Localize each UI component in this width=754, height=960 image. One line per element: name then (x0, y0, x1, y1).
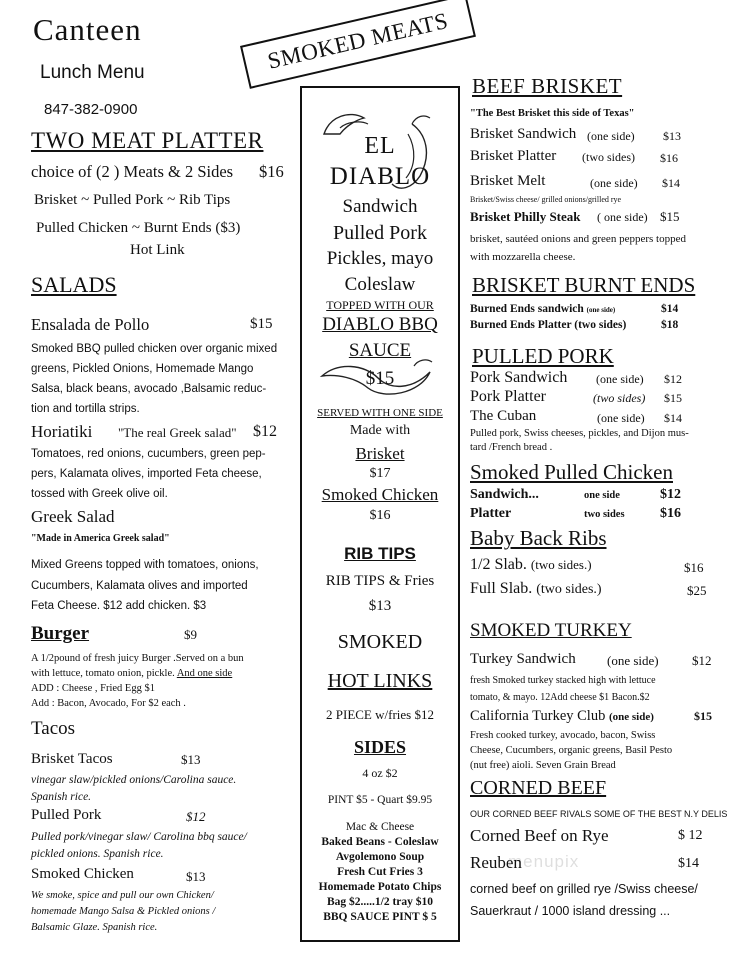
cuban-side: (one side) (597, 411, 645, 425)
pulled-pork-title: PULLED PORK (472, 344, 614, 368)
horiatiki-tagline: "The real Greek salad" (118, 425, 237, 440)
sides-list: Mac & Cheese Baked Beans - Coleslaw Avgolemono Soup Fresh Cut Fries 3 Homemade Potato Chips Bag $2.....1/2 tray $10 BBQ SAUCE PINT $ 5 (318, 821, 442, 923)
diablo-brisket-price: $17 (369, 466, 391, 481)
two-meat-platter-title: TWO MEAT PLATTER (31, 128, 264, 153)
smoked-pulled-chicken-title: Smoked Pulled Chicken (470, 460, 673, 484)
burnt-ends-sandwich-name: Burned Ends sandwich (one side) (470, 303, 616, 315)
corned-beef-rye-name: Corned Beef on Rye (470, 826, 609, 845)
greek-salad-description: Mixed Greens topped with tomatoes, onions, Cucumbers, Kalamata olives and imported Feta Cheese. $12 add chicken. $3 (31, 559, 259, 612)
rib-tips-line: RIB TIPS & Fries (325, 573, 435, 589)
brisket-tacos-price: $13 (181, 752, 201, 767)
horiatiki-price: $12 (253, 423, 277, 440)
menu-subtitle: Lunch Menu (40, 62, 145, 83)
chicken-platter-price: $16 (660, 506, 681, 521)
two-meat-options-2: Pulled Chicken ~ Burnt Ends ($3) (36, 220, 241, 236)
diablo-sandwich: Sandwich (342, 196, 418, 217)
turkey-sandwich-name: Turkey Sandwich (470, 651, 576, 667)
burnt-ends-platter-name: Burned Ends Platter (two sides) (470, 319, 627, 331)
corned-beef-tagline: OUR CORNED BEEF RIVALS SOME OF THE BEST N.Y DELIS (470, 809, 728, 819)
sides-size: 4 oz $2 (362, 766, 398, 780)
brisket-sandwich-side: (one side) (587, 129, 635, 143)
full-slab-name: Full Slab. (two sides.) (470, 580, 602, 597)
half-slab-price: $16 (684, 560, 704, 575)
greek-salad-tagline: "Made in America Greek salad" (31, 533, 170, 544)
pork-platter-name: Pork Platter (470, 388, 546, 405)
two-meat-options-3: Hot Link (130, 242, 185, 258)
burger-description: A 1/2pound of fresh juicy Burger .Served on a bun with lettuce, tomato onion, pickle. And one side ADD : Cheese , Fried Egg $1 Add : Bacon, Avocado, For $2 each . (31, 653, 244, 709)
ensalada-description: Smoked BBQ pulled chicken over organic mixed greens, Pickled Onions, Homemade Mango Salsa, black beans, avocado ,Balsamic reduc- tion and tortilla strips. (31, 343, 278, 415)
diablo-sauce: SAUCE (348, 340, 412, 361)
brisket-philly-name: Brisket Philly Steak (470, 209, 581, 224)
brisket-sandwich-name: Brisket Sandwich (470, 126, 577, 142)
two-meat-description: choice of (2 ) Meats & 2 Sides (31, 162, 234, 181)
reuben-name: Reuben (470, 853, 522, 872)
pork-platter-side: (two sides) (593, 391, 646, 405)
diablo-title: DIABLO (329, 163, 431, 190)
turkey-club-price: $15 (694, 709, 712, 723)
brisket-tacos-name: Brisket Tacos (31, 751, 113, 767)
cuban-name: The Cuban (470, 408, 537, 424)
salads-title: SALADS (31, 272, 117, 297)
beef-brisket-tagline: "The Best Brisket this side of Texas" (470, 108, 635, 119)
full-slab-price: $25 (687, 583, 707, 598)
smoked-chicken-tacos-name: Smoked Chicken (31, 866, 134, 882)
chicken-platter-side: two sides (584, 509, 625, 520)
rib-tips-title: RIB TIPS (344, 544, 416, 563)
turkey-club-description: Fresh cooked turkey, avocado, bacon, Swiss Cheese, Cucumbers, organic greens, Basil Pesto (nut free) aioli. Seven Grain Bread (470, 730, 673, 771)
diablo-made-with: Made with (349, 423, 411, 438)
diablo-bbq: DIABLO BBQ (322, 314, 438, 335)
diablo-pulled-pork: Pulled Pork (333, 222, 427, 244)
horiatiki-name: Horiatiki (31, 422, 93, 441)
cuban-price: $14 (664, 411, 682, 425)
diablo-served: SERVED WITH ONE SIDE (317, 407, 443, 419)
brisket-melt-description: Brisket/Swiss cheese/ grilled onions/grilled rye (470, 195, 622, 204)
pulled-pork-tacos-price: $12 (186, 809, 206, 824)
smoked-chicken-tacos-description: We smoke, spice and pull our own Chicken/ homemade Mango Salsa & Pickled onions / Balsamic Glaze. Spanish rice. (31, 890, 216, 933)
beef-brisket-title: BEEF BRISKET (472, 74, 623, 98)
smoked-turkey-title: SMOKED TURKEY (470, 620, 632, 641)
two-meat-price: $16 (259, 162, 284, 181)
burger-name: Burger (31, 623, 90, 644)
brisket-platter-name: Brisket Platter (470, 148, 557, 164)
tacos-title: Tacos (31, 718, 76, 739)
chicken-sandwich-side: one side (584, 490, 620, 501)
horiatiki-description: Tomatoes, red onions, cucumbers, green pep- pers, Kalamata olives, imported Feta cheese, tossed with Greek olive oil. (31, 448, 266, 500)
diablo-smoked-chicken: Smoked Chicken (321, 485, 439, 504)
brisket-philly-description: brisket, sautéed onions and green peppers topped with mozzarella cheese. (470, 233, 686, 263)
rib-tips-price: $13 (368, 598, 392, 614)
pulled-pork-tacos-description: Pulled pork/vinegar slaw/ Carolina bbq sauce/ pickled onions. Spanish rice. (31, 831, 247, 860)
ensalada-name: Ensalada de Pollo (31, 315, 150, 334)
brisket-platter-price: $16 (660, 151, 678, 165)
pork-sandwich-name: Pork Sandwich (470, 369, 568, 386)
restaurant-name: Canteen (33, 12, 142, 47)
chicken-sandwich-price: $12 (660, 487, 681, 502)
diablo-brisket: Brisket (355, 444, 405, 463)
brisket-melt-side: (one side) (590, 176, 638, 190)
half-slab-name: 1/2 Slab. (two sides.) (470, 556, 592, 573)
turkey-sandwich-side: (one side) (607, 653, 659, 668)
brisket-platter-side: (two sides) (582, 150, 635, 164)
pulled-pork-tacos-name: Pulled Pork (31, 807, 102, 823)
smoked-meats-banner: SMOKED MEATS (240, 0, 476, 89)
chicken-platter-name: Platter (470, 506, 512, 521)
two-meat-options-1: Brisket ~ Pulled Pork ~ Rib Tips (34, 192, 231, 208)
sides-pint: PINT $5 - Quart $9.95 (327, 794, 433, 806)
phone-number[interactable]: 847-382-0900 (44, 101, 138, 118)
turkey-sandwich-price: $12 (692, 653, 712, 668)
reuben-price: $14 (678, 856, 699, 871)
smoked-chicken-tacos-price: $13 (186, 869, 206, 884)
brisket-sandwich-price: $13 (663, 129, 681, 143)
diablo-coleslaw: Coleslaw (344, 274, 416, 295)
burnt-ends-platter-price: $18 (661, 319, 679, 331)
pork-sandwich-side: (one side) (596, 372, 644, 386)
sides-title: SIDES (353, 737, 407, 757)
brisket-melt-price: $14 (662, 176, 680, 190)
reuben-description: corned beef on grilled rye /Swiss cheese/ Sauerkraut / 1000 island dressing ... (470, 882, 698, 918)
corned-beef-rye-price: $ 12 (678, 828, 703, 843)
brisket-philly-side: ( one side) (597, 210, 648, 224)
diablo-pickles: Pickles, mayo (326, 248, 434, 269)
diablo-chicken-price: $16 (369, 508, 391, 523)
brisket-tacos-description: vinegar slaw/pickled onions/Carolina sauce. Spanish rice. (31, 774, 237, 803)
baby-back-ribs-title: Baby Back Ribs (470, 526, 607, 550)
pork-platter-price: $15 (664, 391, 682, 405)
diablo-topped: TOPPED WITH OUR (326, 298, 434, 312)
brisket-philly-price: $15 (660, 209, 680, 224)
ensalada-price: $15 (250, 316, 273, 332)
burnt-ends-sandwich-price: $14 (661, 303, 679, 315)
turkey-sandwich-description: fresh Smoked turkey stacked high with lettuce tomato, & mayo. 12Add cheese $1 Bacon.$2 (470, 675, 656, 703)
diablo-el: EL (364, 133, 396, 159)
hot-links-title-1: SMOKED (337, 631, 423, 653)
burger-price: $9 (184, 627, 197, 642)
hot-links-line: 2 PIECE w/fries $12 (326, 707, 434, 722)
turkey-club-name: California Turkey Club (one side) (470, 708, 654, 724)
chicken-sandwich-name: Sandwich... (470, 487, 539, 502)
cuban-description: Pulled pork, Swiss cheeses, pickles, and Dijon mus- tard /French bread . (470, 428, 689, 453)
pork-sandwich-price: $12 (664, 372, 682, 386)
corned-beef-title: CORNED BEEF (470, 777, 607, 799)
hot-links-title-2: HOT LINKS (327, 670, 433, 692)
burnt-ends-title: BRISKET BURNT ENDS (472, 273, 696, 297)
brisket-melt-name: Brisket Melt (470, 173, 546, 189)
diablo-price: $15 (365, 368, 395, 389)
greek-salad-name: Greek Salad (31, 507, 115, 526)
watermark: menupix (508, 852, 580, 871)
